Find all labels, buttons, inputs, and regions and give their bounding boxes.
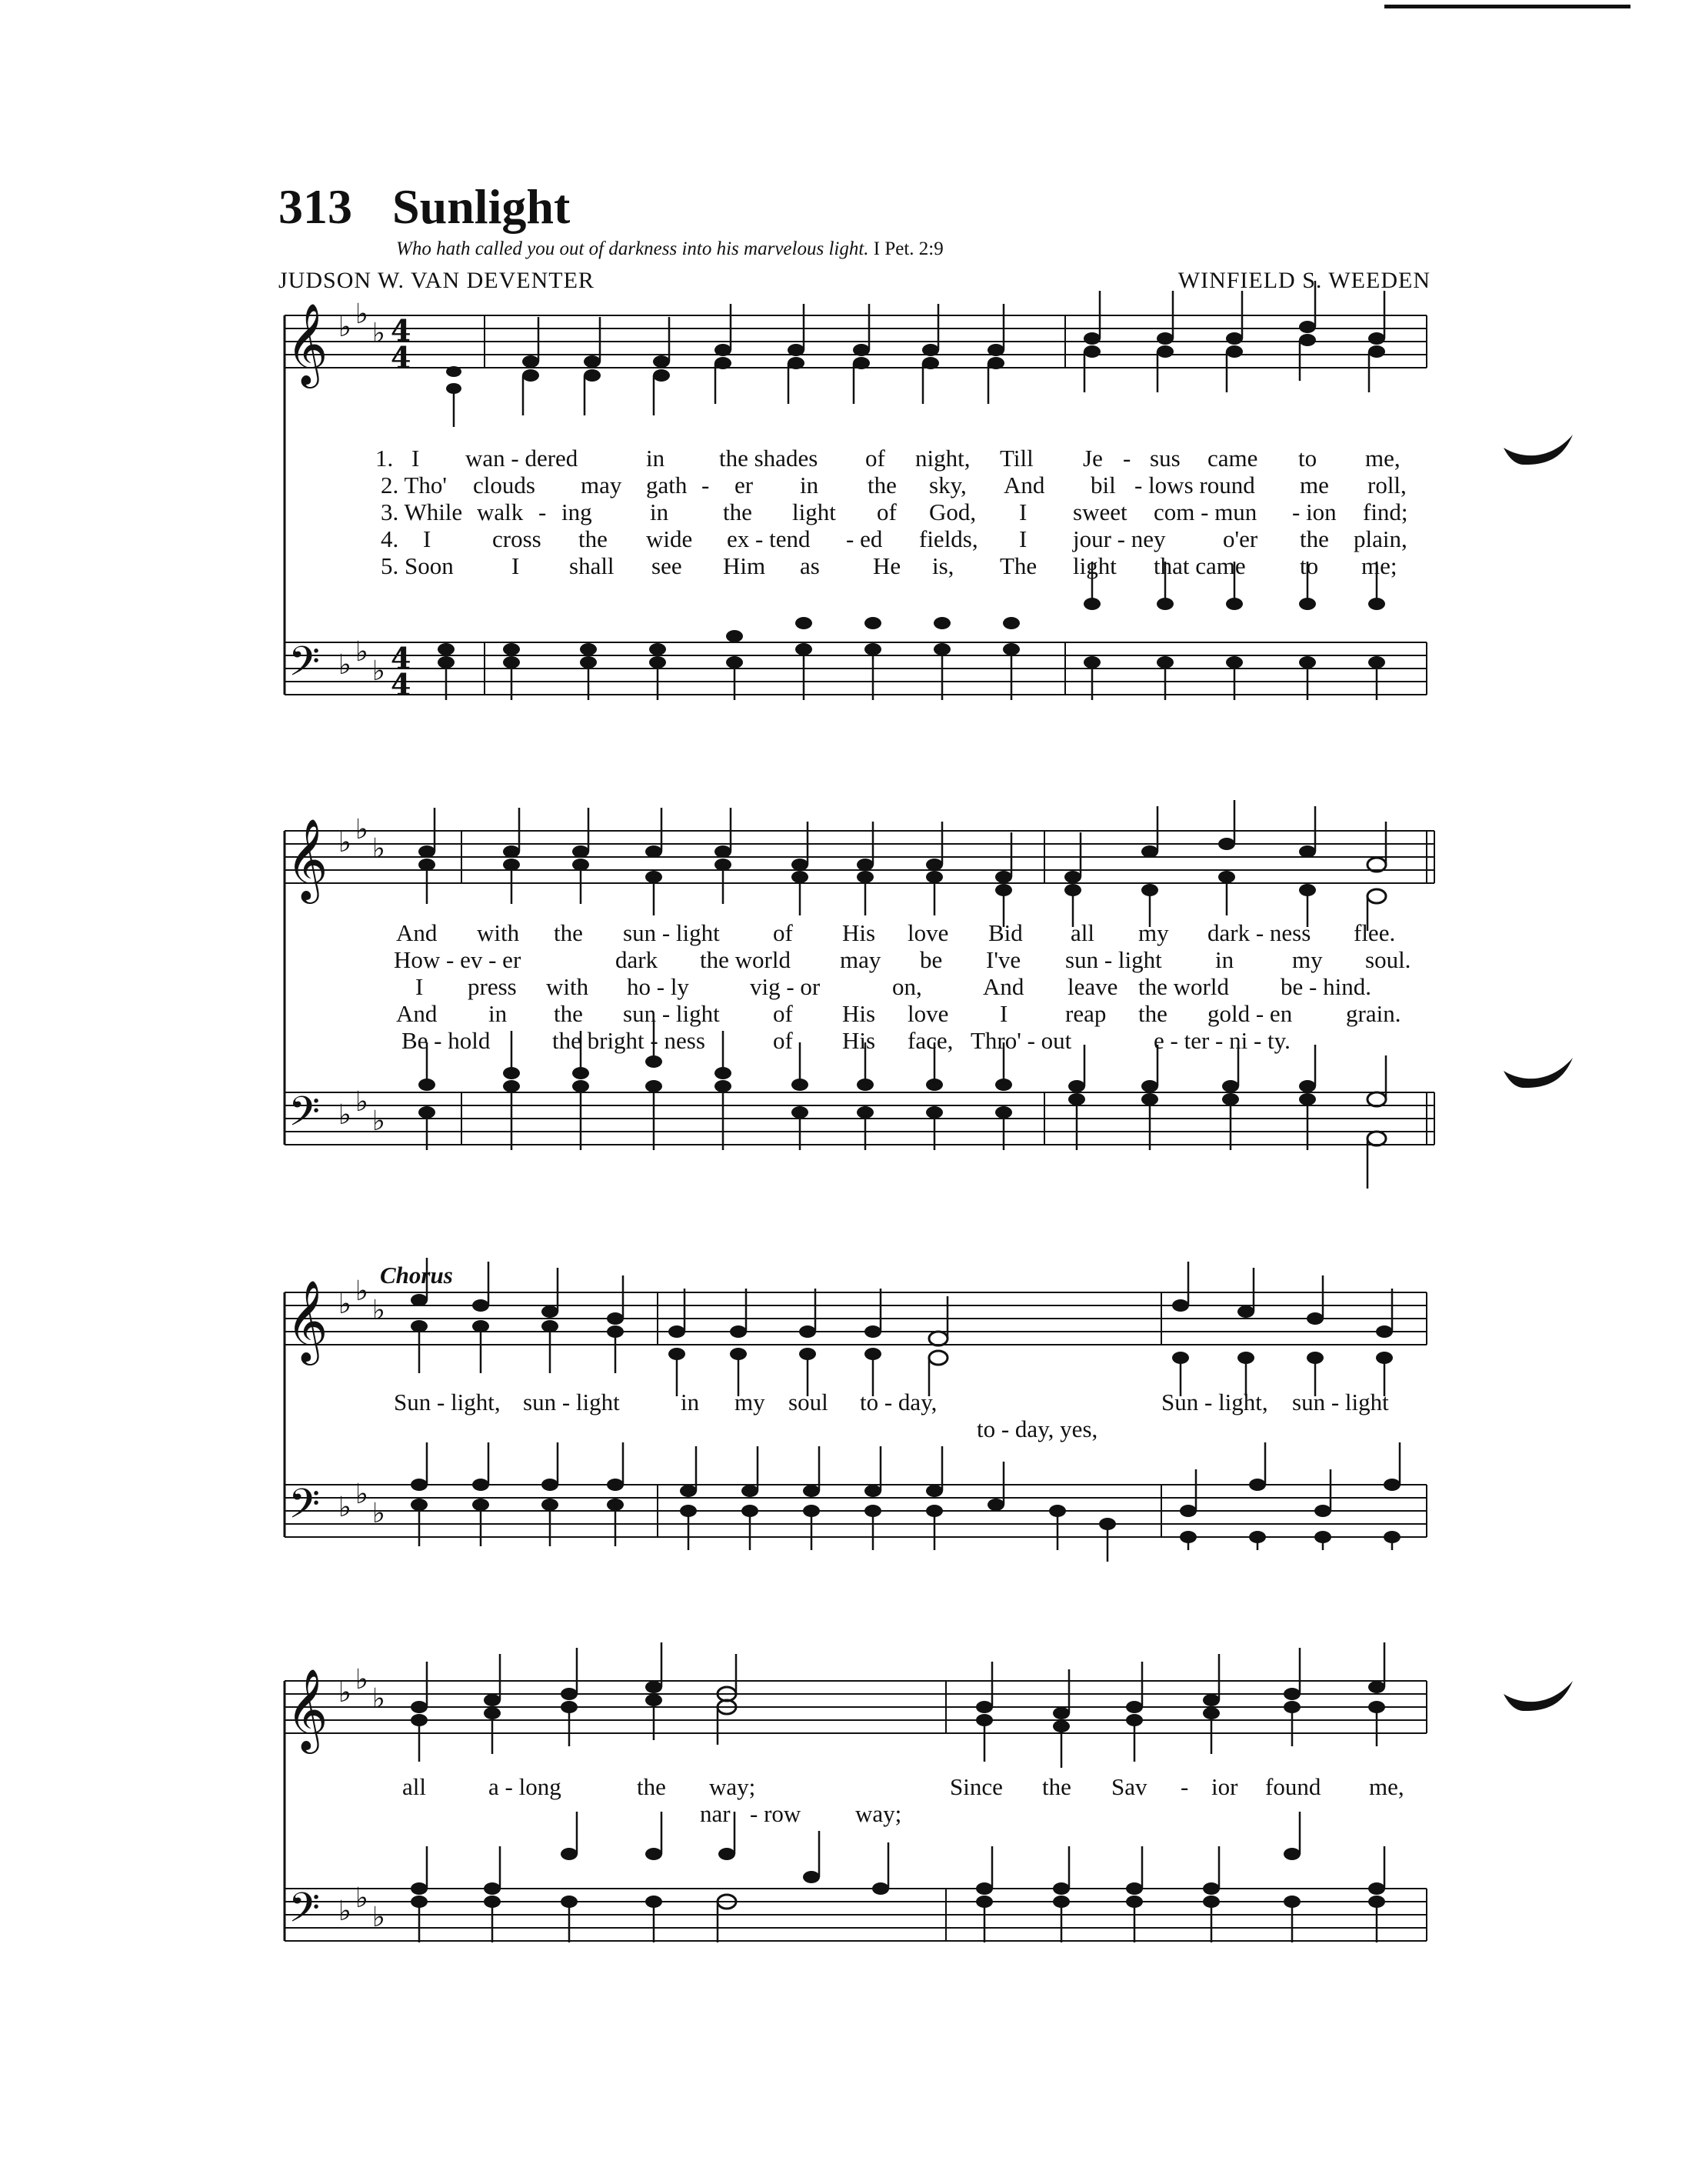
lyric-syllable: clouds	[473, 472, 535, 498]
hymn-number: 313	[278, 179, 352, 234]
lyric-syllable: I	[411, 445, 420, 472]
lyric-syllable: I	[1000, 1000, 1008, 1027]
bass-clef-icon: 𝄢	[288, 1885, 321, 1942]
svg-text:♭: ♭	[338, 312, 351, 343]
lyric-syllable: be - hind.	[1281, 973, 1371, 1000]
bass-clef-icon: 𝄢	[288, 639, 321, 695]
lyric-syllable: to - day, yes,	[977, 1415, 1098, 1442]
svg-text:♭: ♭	[338, 649, 351, 681]
lyric-syllable: the bright - ness	[552, 1027, 705, 1054]
composer-credit: WINFIELD S. WEEDEN	[1177, 268, 1431, 293]
lyric-syllable: And	[1004, 472, 1045, 498]
lyric-syllable: leave	[1067, 973, 1118, 1000]
lyric-syllable: fields,	[919, 525, 978, 552]
svg-text:♭: ♭	[372, 1105, 385, 1137]
lyric-syllable: to - day,	[860, 1389, 938, 1415]
lyric-syllable: ior	[1211, 1773, 1238, 1800]
note-heads	[411, 321, 1401, 1909]
lyric-syllable: sun - light	[1292, 1389, 1389, 1415]
lyric-syllable: find;	[1363, 498, 1408, 525]
lyric-syllable: How - ev - er	[394, 946, 521, 973]
lyric-syllable: of	[773, 1000, 793, 1027]
lyric-syllable: way;	[709, 1773, 756, 1800]
bass-clef-icon: 𝄢	[288, 1481, 321, 1538]
lyric-syllable: is,	[932, 552, 954, 579]
lyric-syllable: love	[908, 919, 949, 946]
lyric-syllable: o'er	[1223, 525, 1258, 552]
lyric-syllable: in	[681, 1389, 700, 1415]
lyric-syllable: ing	[561, 498, 592, 525]
svg-text:♭: ♭	[338, 827, 351, 859]
lyric-syllable: face,	[908, 1027, 954, 1054]
lyric-syllable: soul.	[1365, 946, 1411, 973]
lyric-syllable: a - long	[488, 1773, 561, 1800]
lyric-syllable: that came	[1154, 552, 1246, 579]
page-turn-mark-icon	[1500, 431, 1577, 469]
lyric-syllable: Sun - light,	[394, 1389, 501, 1415]
lyric-syllable: - row	[750, 1800, 801, 1827]
lyric-syllable: Till	[1000, 445, 1034, 472]
lyric-syllable: all	[1071, 919, 1094, 946]
lyric-syllable: the	[1300, 525, 1329, 552]
lyric-syllable: press	[468, 973, 517, 1000]
lyric-syllable: jour - ney	[1073, 525, 1166, 552]
lyric-syllable: dark - ness	[1207, 919, 1311, 946]
treble-clef-icon: 𝄞	[286, 1279, 328, 1362]
lyric-syllable: the	[554, 919, 583, 946]
lyric-syllable: God,	[929, 498, 977, 525]
lyric-syllable: - ion	[1292, 498, 1337, 525]
lyric-syllable: He	[873, 552, 901, 579]
svg-text:♭: ♭	[372, 1498, 385, 1529]
treble-clef-icon: 𝄞	[286, 302, 328, 385]
lyric-syllable: grain.	[1346, 1000, 1401, 1027]
chorus-label: Chorus	[380, 1262, 453, 1289]
lyric-syllable: the	[637, 1773, 666, 1800]
lyric-syllable: gath	[646, 472, 688, 498]
lyric-syllable: be	[920, 946, 943, 973]
lyric-syllable: er	[734, 472, 754, 498]
lyric-syllable: way;	[855, 1800, 902, 1827]
lyric-syllable: sun - light	[623, 1000, 720, 1027]
lyric-syllable: in	[800, 472, 819, 498]
lyric-syllable: my	[1138, 919, 1169, 946]
bass-clef-icon: 𝄢	[288, 1089, 321, 1145]
lyric-syllable: I	[511, 552, 520, 579]
svg-text:♭: ♭	[372, 833, 385, 865]
svg-text:♭: ♭	[338, 1896, 351, 1927]
svg-text:♭: ♭	[372, 655, 385, 687]
lyric-syllable: Je	[1083, 445, 1103, 472]
lyric-syllable: His	[842, 1027, 876, 1054]
lyric-syllable: sun - light	[623, 919, 720, 946]
lyric-syllable: came	[1207, 445, 1258, 472]
lyric-syllable: e - ter - ni - ty.	[1154, 1027, 1291, 1054]
treble-clef-icon: 𝄞	[286, 818, 328, 900]
lyric-syllable: 4.	[381, 525, 399, 552]
lyric-syllable: sun - light	[523, 1389, 620, 1415]
lyric-syllable: plain,	[1354, 525, 1407, 552]
hymn-title: Sunlight	[392, 179, 571, 234]
lyric-syllable: all	[402, 1773, 426, 1800]
lyric-syllable: -	[538, 498, 547, 525]
lyric-syllable: as	[800, 552, 820, 579]
svg-text:♭: ♭	[338, 1289, 351, 1320]
lyric-syllable: Bid	[988, 919, 1023, 946]
lyric-syllable: -	[1123, 445, 1131, 472]
svg-text:♭: ♭	[338, 1492, 351, 1523]
lyric-syllable: vig - or	[750, 973, 821, 1000]
svg-text:♭: ♭	[355, 1479, 368, 1510]
lyric-syllable: walk	[477, 498, 524, 525]
lyric-syllable: with	[477, 919, 520, 946]
lyric-syllable: of	[773, 1027, 793, 1054]
lyric-syllable: the world	[1138, 973, 1229, 1000]
lyric-syllable: bil	[1091, 472, 1116, 498]
lyric-syllable: my	[1292, 946, 1323, 973]
lyric-syllable: Thro' - out	[971, 1027, 1072, 1054]
lyric-syllable: I	[1019, 498, 1028, 525]
lyric-syllable: the shades	[719, 445, 818, 472]
lyric-syllable: His	[842, 919, 876, 946]
lyric-syllable: And	[396, 919, 438, 946]
lyric-syllable: in	[646, 445, 665, 472]
lyric-syllable: in	[650, 498, 669, 525]
lyric-syllable: night,	[915, 445, 971, 472]
lyric-syllable: - ed	[846, 525, 883, 552]
svg-text:♭: ♭	[355, 636, 368, 668]
lyric-syllable: Him	[723, 552, 766, 579]
lyric-syllable: me,	[1365, 445, 1401, 472]
lyric-syllable: may	[840, 946, 881, 973]
lyric-syllable: 5. Soon	[381, 552, 454, 579]
svg-text:♭: ♭	[355, 1664, 368, 1696]
lyric-syllable: soul	[788, 1389, 828, 1415]
lyric-syllable: sun - light	[1065, 946, 1162, 973]
lyric-syllable: sweet	[1073, 498, 1127, 525]
lyric-syllable: me;	[1361, 552, 1397, 579]
svg-text:♭: ♭	[372, 1683, 385, 1715]
scripture-reference: I Pet. 2:9	[873, 238, 944, 259]
lyric-syllable: 3. While	[381, 498, 463, 525]
page-turn-mark-icon	[1500, 1677, 1577, 1716]
lyric-syllable: cross	[492, 525, 541, 552]
svg-text:♭: ♭	[372, 318, 385, 349]
lyric-syllable: -	[1181, 1773, 1189, 1800]
lyric-syllable: I've	[986, 946, 1021, 973]
lyric-syllable: love	[908, 1000, 949, 1027]
svg-text:4: 4	[391, 641, 411, 675]
svg-text:4: 4	[391, 667, 411, 702]
lyric-syllable: may	[581, 472, 622, 498]
lyric-syllable: And	[983, 973, 1024, 1000]
lyric-syllable: dark	[615, 946, 658, 973]
lyric-syllable: I	[423, 525, 431, 552]
lyric-syllable: His	[842, 1000, 876, 1027]
lyric-syllable: on,	[892, 973, 922, 1000]
bass-notes-system-4	[411, 1848, 1385, 1909]
lyric-syllable: of	[865, 445, 885, 472]
lyric-syllable: ho - ly	[627, 973, 689, 1000]
lyric-syllable: Sav	[1111, 1773, 1147, 1800]
lyricist-credit: JUDSON W. VAN DEVENTER	[278, 268, 595, 293]
lyric-syllable: 1.	[375, 445, 394, 472]
lyric-syllable: the	[868, 472, 897, 498]
lyric-syllable: the	[1138, 1000, 1167, 1027]
svg-text:♭: ♭	[338, 1099, 351, 1131]
lyric-syllable: - lows round	[1134, 472, 1255, 498]
lyric-syllable: wide	[646, 525, 693, 552]
lyric-syllable: of	[877, 498, 897, 525]
lyric-syllable: gold - en	[1207, 1000, 1293, 1027]
lyric-syllable: 2. Tho'	[381, 472, 447, 498]
lyric-syllable: light	[792, 498, 836, 525]
lyric-syllable: flee.	[1354, 919, 1396, 946]
lyric-syllable: The	[1000, 552, 1038, 579]
svg-text:4: 4	[391, 313, 411, 348]
lyric-syllable: -	[701, 472, 710, 498]
lyric-syllable: the	[554, 1000, 583, 1027]
lyric-syllable: And	[396, 1000, 438, 1027]
lyric-syllable: me,	[1369, 1773, 1404, 1800]
lyric-syllable: to	[1298, 445, 1317, 472]
lyric-syllable: Since	[950, 1773, 1003, 1800]
lyric-syllable: Be - hold	[401, 1027, 491, 1054]
lyric-syllable: the world	[700, 946, 791, 973]
lyric-syllable: sus	[1150, 445, 1181, 472]
lyric-syllable: the	[578, 525, 608, 552]
lyric-syllable: me	[1300, 472, 1329, 498]
lyric-syllable: nar	[700, 1800, 731, 1827]
page-turn-mark-icon	[1500, 1054, 1577, 1092]
lyric-syllable: to	[1300, 552, 1319, 579]
treble-notes-system-1	[446, 321, 1385, 394]
lyric-syllable: wan - dered	[465, 445, 578, 472]
lyric-syllable: the	[723, 498, 752, 525]
lyric-syllable: Sun - light,	[1161, 1389, 1268, 1415]
lyric-syllable: roll,	[1367, 472, 1407, 498]
svg-text:♭: ♭	[355, 814, 368, 845]
lyric-syllable: light	[1073, 552, 1117, 579]
lyric-syllable: I	[1019, 525, 1028, 552]
svg-text:♭: ♭	[372, 1295, 385, 1326]
svg-text:♭: ♭	[372, 1902, 385, 1933]
lyric-syllable: com - mun	[1154, 498, 1257, 525]
scripture-text: Who hath called you out of darkness into his marvelous light.	[396, 238, 869, 259]
lyric-syllable: sky,	[929, 472, 967, 498]
lyric-syllable: my	[734, 1389, 765, 1415]
svg-text:♭: ♭	[355, 1882, 368, 1914]
svg-text:♭: ♭	[355, 298, 368, 330]
svg-text:4: 4	[391, 340, 411, 375]
lyric-syllable: found	[1265, 1773, 1321, 1800]
lyric-syllable: I	[415, 973, 424, 1000]
lyric-syllable: reap	[1065, 1000, 1107, 1027]
lyric-syllable: in	[488, 1000, 508, 1027]
key-signature-flats	[338, 298, 385, 1933]
lyric-syllable: in	[1215, 946, 1234, 973]
bass-notes-system-1	[438, 598, 1385, 669]
lyric-syllable: the	[1042, 1773, 1071, 1800]
svg-text:♭: ♭	[355, 1086, 368, 1118]
lyric-syllable: of	[773, 919, 793, 946]
lyric-syllable: ex - tend	[727, 525, 811, 552]
svg-text:♭: ♭	[355, 1275, 368, 1307]
treble-clef-icon: 𝄞	[286, 1668, 328, 1750]
svg-text:♭: ♭	[338, 1677, 351, 1709]
lyric-syllable: see	[651, 552, 682, 579]
lyric-syllable: shall	[569, 552, 615, 579]
lyric-syllable: with	[546, 973, 589, 1000]
